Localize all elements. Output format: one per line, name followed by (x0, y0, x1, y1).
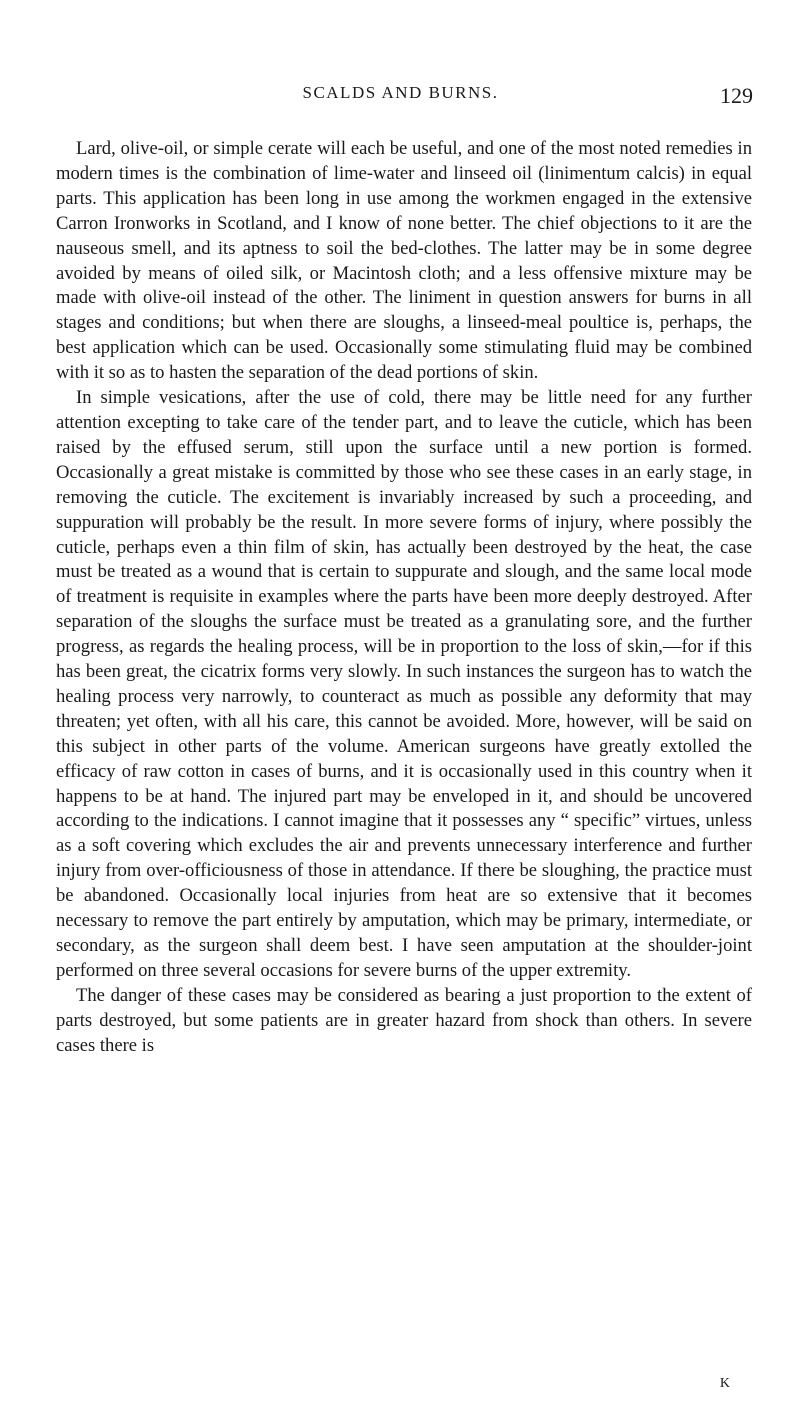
running-title: SCALDS AND BURNS. (302, 83, 499, 102)
paragraph-lard-olive-oil: Lard, olive-oil, or simple cerate will each be useful, and one of the most noted remedies in modern times is the combination of lime-water and linseed oil (linimentum calcis) in equal parts. This application has been long in use among the workmen engaged in the extensive Carron Ironworks in Scotland, and I know of none better. The chief objections to it are the nauseous smell, and its aptness to soil the bed-clothes. The latter may be in some degree avoided by means of oiled silk, or Macintosh cloth; and a less offensive mixture may be made with olive-oil instead of the other. The liniment in question answers for burns in all stages and conditions; but when there are sloughs, a linseed-meal poultice is, perhaps, the best application which can be used. Occasionally some stimulating fluid may be combined with it so as to hasten the separation of the dead portions of skin. (56, 138, 752, 384)
body-text (56, 137, 752, 1059)
running-head (0, 83, 801, 109)
page-number: 129 (720, 83, 753, 108)
paragraph-simple-vesications: In simple vesications, after the use of cold, there may be little need for any further attention excepting to take care of the tender part, and to leave the cuticle, which has been raised by the effused serum, still upon the surface until a new portion is formed. Occasionally a great mistake is committed by those who see these cases in an early stage, in removing the cuticle. The excitement is invariably increased by such a proceeding, and suppuration will probably be the result. In more severe forms of injury, where possibly the cuticle, perhaps even a thin film of skin, has actually been destroyed by the heat, the case must be treated as a wound that is certain to suppurate and slough, and the same local mode of treatment is requisite in examples where the parts have been more deeply destroyed. After separation of the sloughs the surface must be treated as a granulating sore, and the further progress, as regards the healing process, will be in proportion to the loss of skin,—for if this has been great, the cicatrix forms very slowly. In such instances the surgeon has to watch the healing process very narrowly, to counteract as much as possible any deformity that may threaten; yet often, with all his care, this cannot be avoided. More, however, will be said on this subject in other parts of the volume. American surgeons have greatly extolled the efficacy of raw cotton in cases of burns, and it is occasionally used in this country when it happens to be at hand. The injured part may be enveloped in it, and should be uncovered according to the indications. I cannot imagine that it possesses any “ specific” virtues, unless as a soft covering which excludes the air and prevents unnecessary interference and further injury from over-officiousness of those in attendance. If there be sloughing, the practice must be abandoned. Occasionally local injuries from heat are so extensive that it becomes necessary to remove the part entirely by amputation, which may be primary, intermediate, or secondary, as the surgeon shall deem best. I have seen amputation at the shoulder-joint performed on three several occasions for severe burns of the upper extremity. (56, 387, 752, 981)
paragraph-danger-of-cases: The danger of these cases may be considered as bearing a just proportion to the extent of parts destroyed, but some patients are in greater hazard from shock than others. In severe cases there is (56, 984, 752, 1056)
signature-mark: K (719, 1376, 731, 1391)
